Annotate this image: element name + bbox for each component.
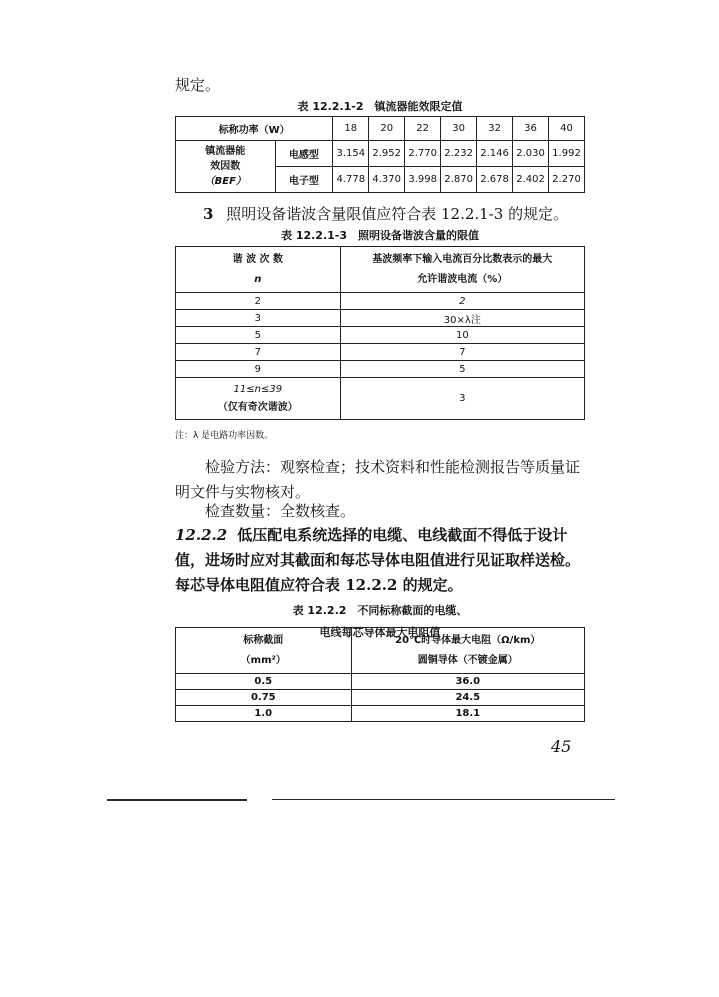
- item3-text: 照明设备谐波含量限值应符合表 12.2.1-3 的规定。: [226, 205, 569, 223]
- section-12-2-2: [175, 523, 585, 598]
- table2-col2-header: [340, 247, 584, 293]
- table2-n-cell: 5: [176, 327, 341, 344]
- table3-header-row: [176, 628, 585, 674]
- table1-type-cell: 电子型: [275, 167, 333, 193]
- table3-col1-header-line2: （mm²）: [240, 654, 286, 666]
- table2-col1-header-label: 谐 波 次 数: [232, 253, 284, 265]
- table3-caption-line1: 表 12.2.2 不同标称截面的电缆、: [292, 604, 468, 617]
- table2-value-cell: 30×λ注: [340, 310, 584, 327]
- table2-col1-header-sub: n: [254, 273, 262, 285]
- table1-type-cell: 电感型: [275, 141, 333, 167]
- page-number: 45: [551, 737, 572, 756]
- table2-header-row: [176, 247, 585, 293]
- table1-value-cell: 4.370: [369, 167, 405, 193]
- table3-col2-header-line2: 圆铜导体（不镀金属）: [417, 654, 518, 666]
- table2-value-cell: 2: [340, 293, 584, 310]
- table1-watt-cell: 40: [549, 117, 585, 141]
- inspection-method: 检验方法：观察检查；技术资料和性能检测报告等质量证明文件与实物核对。: [175, 458, 581, 501]
- table3-col2-header-line1: 20℃时导体最大电阻（Ω/km）: [395, 634, 541, 646]
- table-row: [176, 141, 585, 167]
- table2-value-cell: 3: [340, 378, 584, 420]
- table2-col2-header-line2: 允许谐波电流（%）: [417, 273, 508, 285]
- table-row: [176, 344, 585, 361]
- table2-n-cell: 7: [176, 344, 341, 361]
- table3-section-cell: 0.5: [176, 674, 352, 690]
- table1-value-cell: 4.778: [333, 167, 369, 193]
- table1-watt-cell: 20: [369, 117, 405, 141]
- section-text: 低压配电系统选择的电缆、电线截面不得低于设计值，进场时应对其截面和每芯导体电阻值进行见证取样送检。每芯导体电阻值应符合表 12.2.2 的规定。: [175, 526, 581, 594]
- table3-resistance-cell: 18.1: [351, 706, 584, 722]
- row-group-label-line3: （BEF）: [204, 176, 246, 187]
- table1-caption: 表 12.2.1-2 镇流器能效限定值: [297, 100, 463, 113]
- table1-value-cell: 2.232: [441, 141, 477, 167]
- table2-value-cell: 5: [340, 361, 584, 378]
- table1-watt-cell: 18: [333, 117, 369, 141]
- table1-row-group-label: [176, 141, 276, 193]
- table3-section-cell: 0.75: [176, 690, 352, 706]
- table-row: [176, 361, 585, 378]
- table2-value-cell: 7: [340, 344, 584, 361]
- table1-watt-cell: 22: [405, 117, 441, 141]
- table1-value-cell: 2.146: [477, 141, 513, 167]
- table2-value-cell: 10: [340, 327, 584, 344]
- table-row: [176, 327, 585, 344]
- table3-col2-header: [351, 628, 584, 674]
- scan-edge-line-left: [107, 799, 247, 801]
- item3-number: 3: [203, 205, 214, 223]
- table1-value-cell: 2.402: [513, 167, 549, 193]
- table2-col2-header-line1: 基波频率下输入电流百分比数表示的最大: [372, 253, 553, 265]
- table-row: [176, 378, 585, 420]
- table-row: [176, 293, 585, 310]
- table3-resistance-cell: 24.5: [351, 690, 584, 706]
- table-row: [176, 706, 585, 722]
- table2-n-cell: 9: [176, 361, 341, 378]
- table-row: [176, 690, 585, 706]
- table3-col1-header-line1: 标称截面: [243, 634, 284, 646]
- table3-resistance-cell: 36.0: [351, 674, 584, 690]
- table1-value-cell: 2.270: [549, 167, 585, 193]
- continuation-text: 规定。: [175, 76, 221, 94]
- table1-value-cell: 2.870: [441, 167, 477, 193]
- section-number: 12.2.2: [175, 526, 228, 544]
- table-harmonic-limits: [175, 246, 585, 420]
- table3-col1-header: [176, 628, 352, 674]
- table1-value-cell: 3.998: [405, 167, 441, 193]
- table-row: [176, 310, 585, 327]
- table-ballast-efficiency: [175, 116, 585, 193]
- table1-value-cell: 2.030: [513, 141, 549, 167]
- table2-col1-header: [176, 247, 341, 293]
- table1-value-cell: 2.678: [477, 167, 513, 193]
- table1-value-cell: 1.992: [549, 141, 585, 167]
- table2-note: 注：λ 是电路功率因数。: [175, 431, 274, 441]
- row-group-label-line1: 镇流器能: [205, 146, 246, 157]
- table1-value-cell: 2.770: [405, 141, 441, 167]
- table-conductor-resistance: [175, 627, 585, 722]
- table3-section-cell: 1.0: [176, 706, 352, 722]
- table1-header-label: 标称功率（W）: [176, 117, 333, 141]
- table-row: [176, 674, 585, 690]
- table1-value-cell: 2.952: [369, 141, 405, 167]
- table1-watt-cell: 30: [441, 117, 477, 141]
- inspection-quantity: 检查数量：全数核查。: [205, 502, 356, 520]
- table1-watt-cell: 32: [477, 117, 513, 141]
- table2-n-cell: 3: [176, 310, 341, 327]
- item3-paragraph: [203, 203, 593, 225]
- row-group-label-line2: 效因数: [210, 161, 241, 172]
- table1-value-cell: 3.154: [333, 141, 369, 167]
- table1-watt-cell: 36: [513, 117, 549, 141]
- table2-range-line1: 11≤n≤39: [233, 383, 283, 395]
- table2-n-cell-range: [176, 378, 341, 420]
- table2-n-cell: 2: [176, 293, 341, 310]
- scan-edge-line-right: [272, 799, 615, 800]
- table3-caption-line2: 电线每芯导体最大电阻值: [319, 626, 441, 639]
- table2-caption: 表 12.2.1-3 照明设备谐波含量的限值: [280, 229, 480, 242]
- table2-range-line2: （仅有奇次谐波）: [217, 401, 298, 413]
- table1-header-row: [176, 117, 585, 141]
